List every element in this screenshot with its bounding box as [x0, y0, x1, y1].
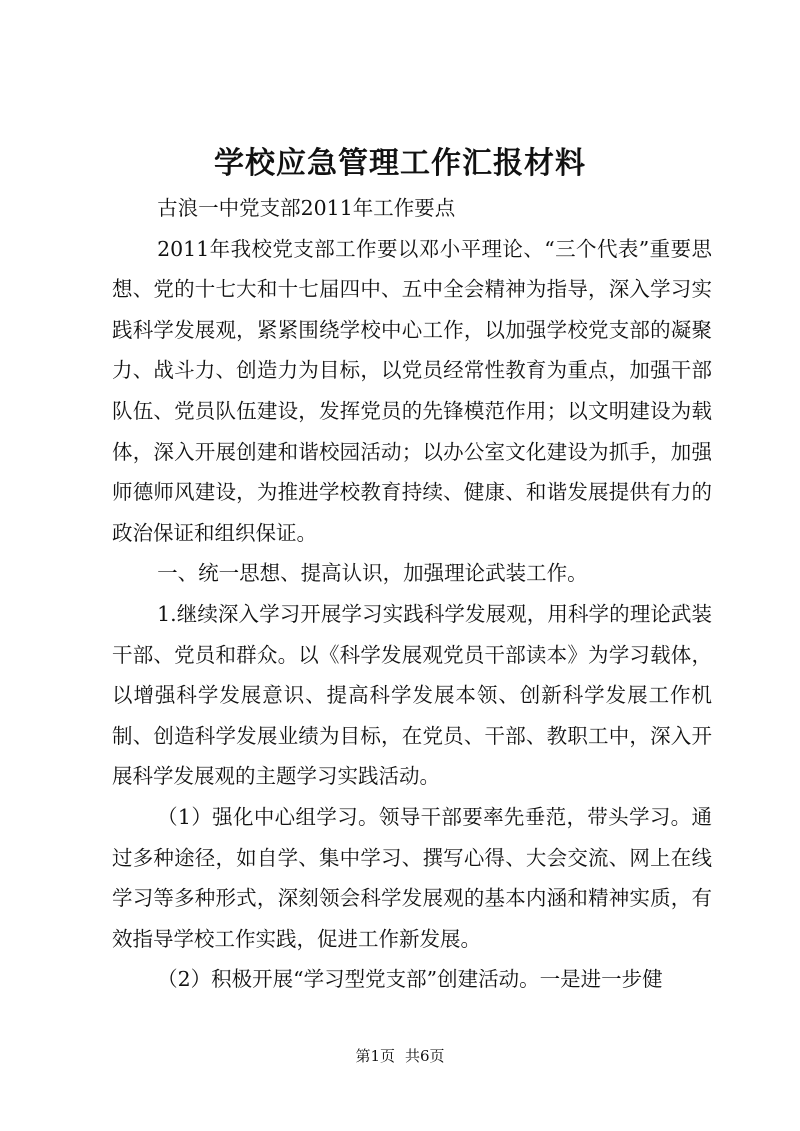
paragraph-section-heading: 一、统一思想、提高认识，加强理论武装工作。: [157, 561, 588, 586]
paragraph-subitem-2: （2）积极开展“学习型党支部”创建活动。一是进一步健: [157, 967, 663, 992]
document-body: [112, 188, 712, 1000]
page-footer: [0, 1045, 800, 1067]
paragraph-item-1: 1.继续深入学习开展学习实践科学发展观，用科学的理论武装干部、党员和群众。以《科学发展观党员干部读本》为学习载体，以增强科学发展意识、提高科学发展本领、创新科学发展工作机制、创造科学发展业绩为目标，在党员、干部、教职工中，深入开展科学发展观的主题学习实践活动。: [112, 601, 712, 789]
page-number: 第1页: [355, 1047, 395, 1065]
document-title: 学校应急管理工作汇报材料: [214, 146, 586, 181]
total-pages: 共6页: [405, 1047, 445, 1065]
paragraph-subitem-1: （1）强化中心组学习。领导干部要率先垂范，带头学习。通过多种途径，如自学、集中学习、撰写心得、大会交流、网上在线学习等多种形式，深刻领会科学发展观的基本内涵和精神实质，有效指导学校工作实践，促进工作新发展。: [112, 804, 712, 951]
paragraph-subtitle: 古浪一中党支部2011年工作要点: [157, 196, 456, 220]
paragraph-intro: 2011年我校党支部工作要以邓小平理论、“三个代表”重要思想、党的十七大和十七届四中、五中全会精神为指导，深入学习实践科学发展观，紧紧围绕学校中心工作，以加强学校党支部的凝聚力、战斗力、创造力为目标，以党员经常性教育为重点，加强干部队伍、党员队伍建设，发挥党员的先锋模范作用；以文明建设为载体，深入开展创建和谐校园活动；以办公室文化建设为抓手，加强师德师风建设，为推进学校教育持续、健康、和谐发展提供有力的政治保证和组织保证。: [112, 236, 712, 545]
